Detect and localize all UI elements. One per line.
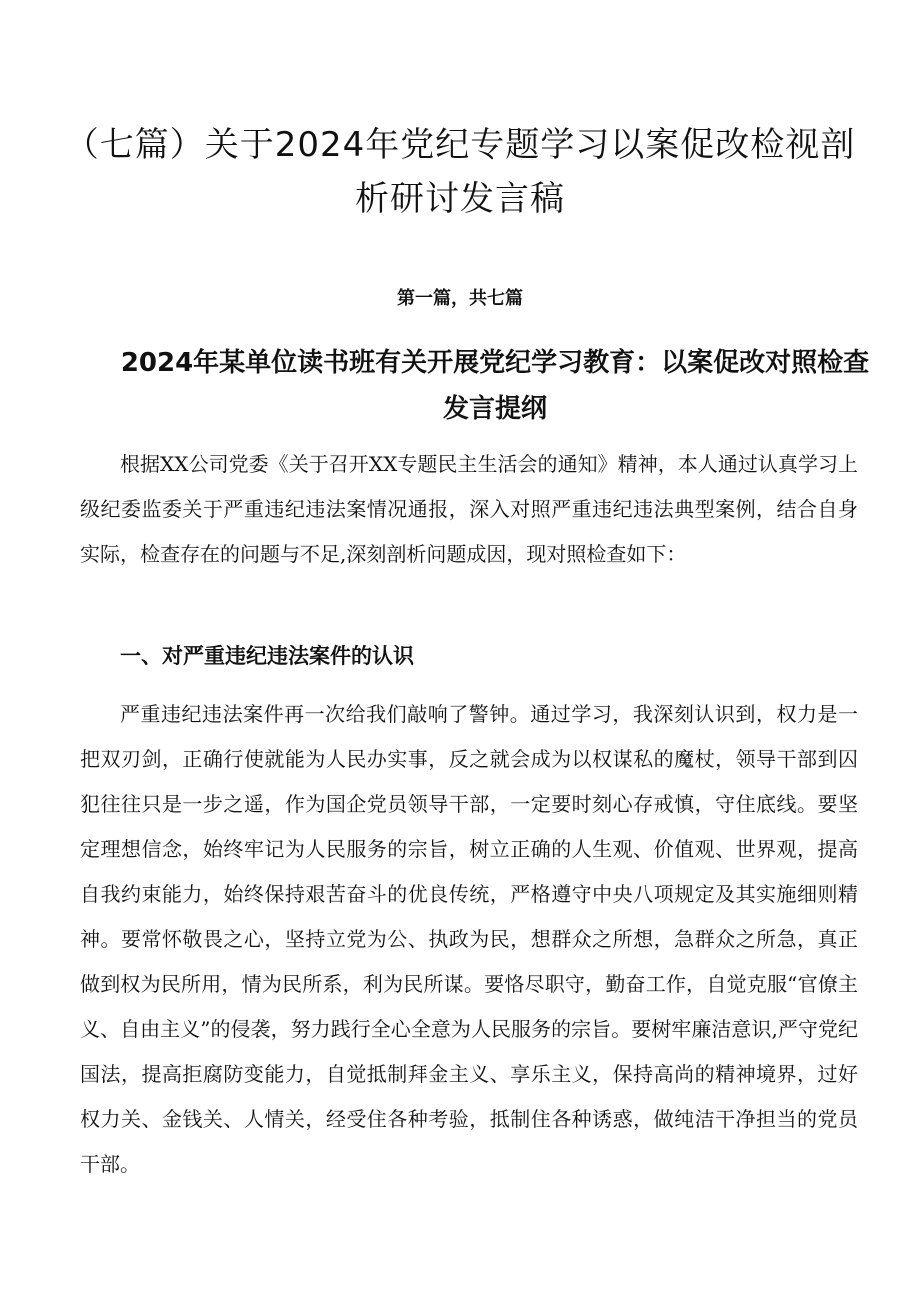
part-label: 第一篇，共七篇 [397, 288, 523, 309]
section-paragraph: 严重违纪违法案件再一次给我们敲响了警钟。通过学习，我深刻认识到，权力是一把双刃剑，正确行使就能为人民办实事，反之就会成为以权谋私的魔杖，领导干部到囚犯往往只是一步之遥，作为国企党员领导干部，一定要时刻心存戒慎，守住底线。要坚定理想信念，始终牢记为人民服务的宗旨，树立正确的人生观、价值观、世界观，提高自我约束能力，始终保持艰苦奋斗的优良传统，严格遵守中央八项规定及其实施细则精神。要常怀敬畏之心，坚持立党为公、执政为民，想群众之所想，急群众之所急，真正做到权为民所用，情为民所系，利为民所谋。要恪尽职守，勤奋工作，自觉克服“官僚主义、自由主义”的侵袭，努力践行全心全意为人民服务的宗旨。要树牢廉洁意识,严守党纪国法，提高拒腐防变能力，自觉抵制拜金主义、享乐主义，保持高尚的精神境界，过好权力关、金钱关、人情关，经受住各种考验，抵制住各种诱惑，做纯洁干净担当的党员干部。 [80, 702, 858, 1176]
document-subtitle: 2024年某单位读书班有关开展党纪学习教育：以案促改对照检查发言提纲 [120, 348, 870, 424]
section-heading: 一、对严重违纪违法案件的认识 [120, 644, 414, 668]
intro-paragraph: 根据XX公司党委《关于召开XX专题民主生活会的通知》精神，本人通过认真学习上级纪委监委关于严重违纪违法案情况通报，深入对照严重违纪违法典型案例，结合自身实际，检查存在的问题与不足,深刻剖析问题成因，现对照检查如下： [80, 452, 858, 566]
document-title: （七篇）关于2024年党纪专题学习以案促改检视剖析研讨发言稿 [64, 125, 856, 219]
